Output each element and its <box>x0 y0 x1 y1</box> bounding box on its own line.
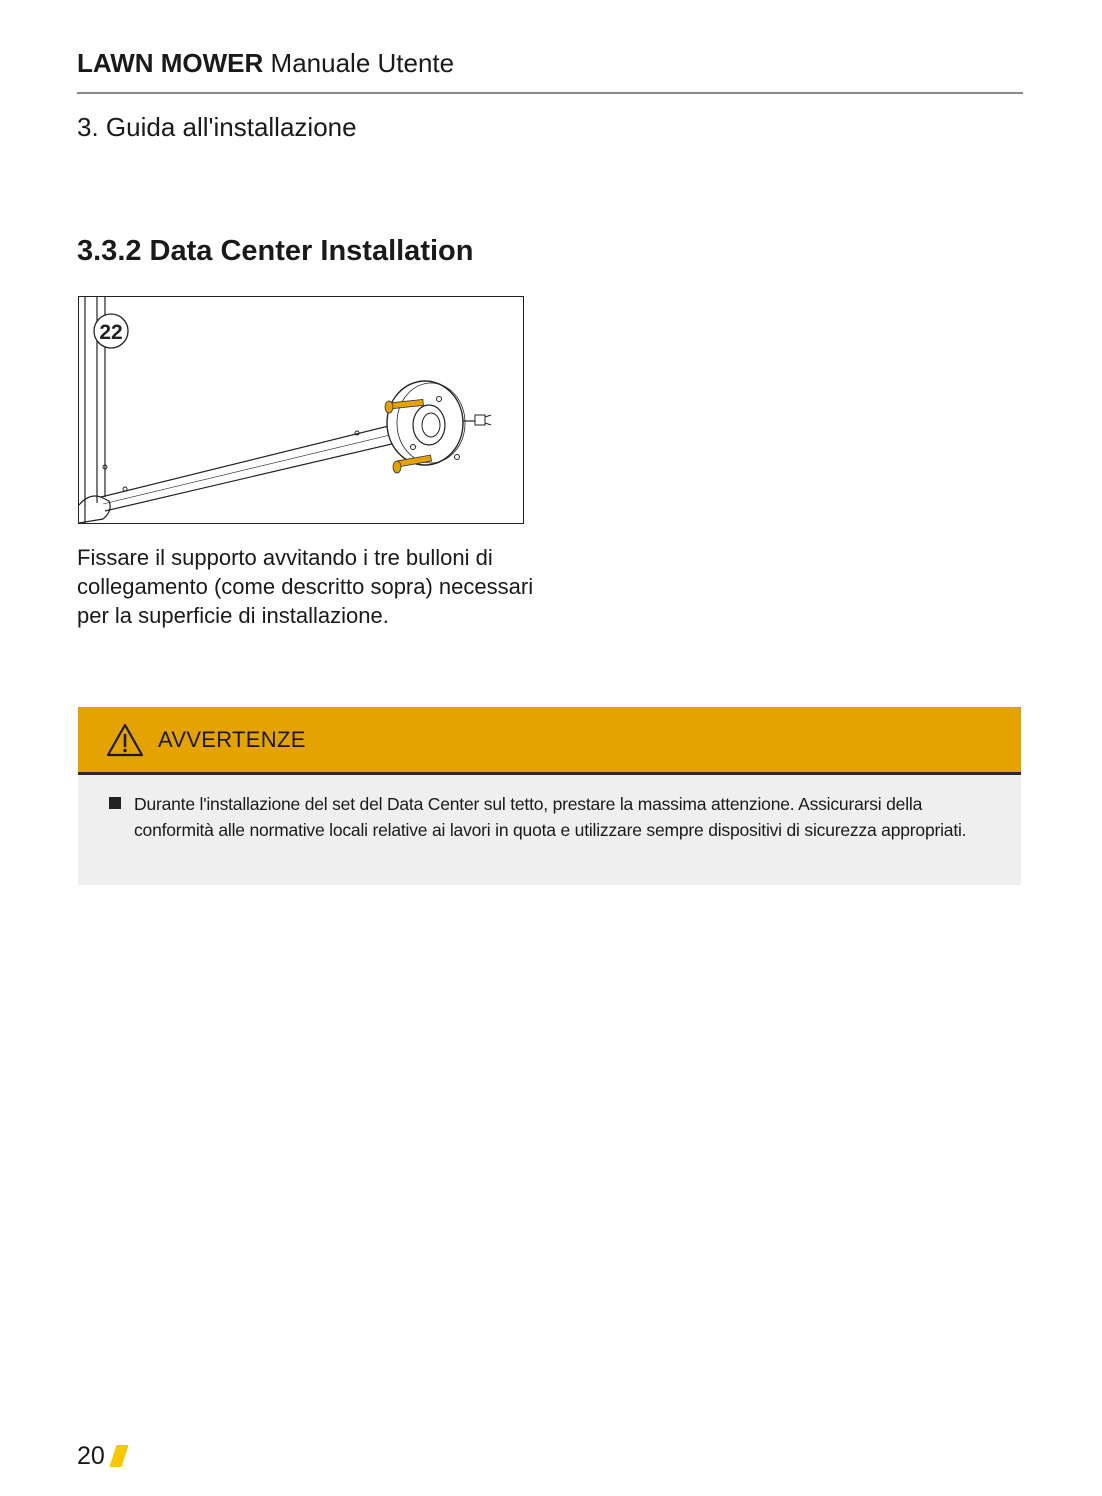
bullet-square-icon <box>109 797 121 809</box>
header-divider <box>77 92 1023 94</box>
warning-header <box>78 707 1021 775</box>
figure-step-number: 22 <box>99 321 123 344</box>
warning-list <box>78 775 1021 843</box>
page-footer <box>77 1440 125 1472</box>
warning-title: AVVERTENZE <box>158 726 306 752</box>
header-title: Manuale Utente <box>270 48 455 78</box>
page-header <box>77 46 454 80</box>
page-accent-mark <box>109 1445 128 1467</box>
section-title: 3.3.2 Data Center Installation <box>77 235 474 267</box>
warning-box <box>78 707 1021 885</box>
installation-figure <box>78 296 524 524</box>
chapter-title: 3. Guida all'installazione <box>77 112 357 142</box>
figure-caption: Fissare il supporto avvitando i tre bulloni di collegamento (come descritto sopra) necessari per la superficie di installazione. <box>77 545 534 628</box>
header-brand: LAWN MOWER <box>77 48 264 78</box>
warning-item: Durante l'installazione del set del Data Center sul tetto, prestare la massima attenzione. Assicurarsi della conformità alle normative locali relative ai lavori in quota e utilizzare sempre dispositivi di sicurezza appropriati. <box>134 794 967 840</box>
pole-mount-illustration <box>79 297 523 523</box>
page-number: 20 <box>77 1442 105 1470</box>
warning-triangle-icon <box>106 723 144 757</box>
